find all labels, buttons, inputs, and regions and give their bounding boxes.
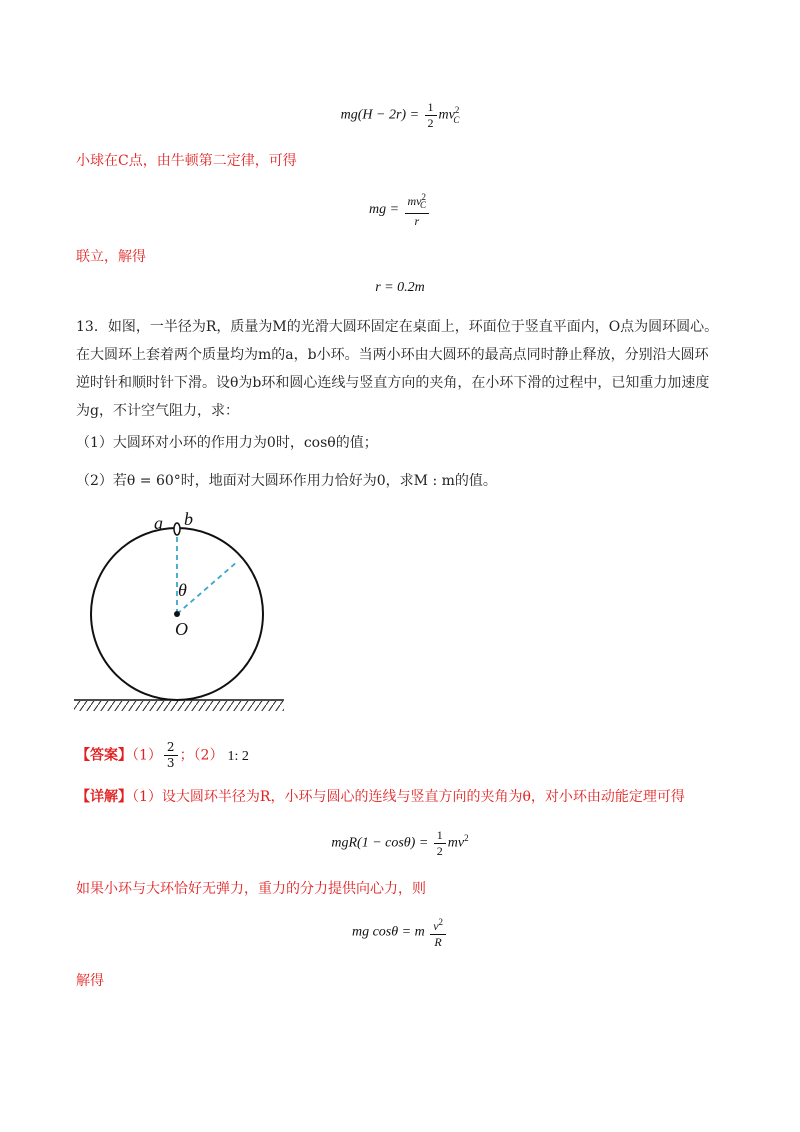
equation-energy-c: mg(H − 2r) = $\frac{1}{2}$ $mv^2_C$ (340, 100, 460, 130)
center-point (174, 611, 180, 617)
label-o: O (175, 619, 188, 639)
text-no-force: 如果小环与大环恰好无弹力，重力的分力提供向心力，则 (76, 881, 426, 897)
problem-line-1: 13．如图，一半径为R，质量为M的光滑大圆环固定在桌面上，环面位于竖直平面内，O点为圆环圆心。 (76, 319, 719, 335)
text-solve: 解得 (76, 973, 104, 989)
equation-centripetal: mg cosθ = m $\frac{v^2}{R}$ (0, 915, 800, 950)
ground-hatch (74, 701, 284, 711)
question-2: （2）若θ = 60°时，地面对大圆环作用力恰好为0，求M : m的值。 (76, 473, 497, 489)
equation-newton-c: mg = $\frac{mv^2_C}{r}$ (0, 190, 800, 229)
problem-line-4: 为g，不计空气阻力，求： (76, 403, 239, 419)
label-b: b (184, 509, 193, 529)
problem-line-2: 在大圆环上套着两个质量均为m的a，b小环。当两小环由大圆环的最高点同时静止释放，分别沿大圆环 (76, 347, 709, 363)
answer-line: 【答案】（1） $\frac{2}{3}$ ；（2） 1: 2 (76, 740, 249, 770)
equation-result-r: r = 0.2m (375, 280, 425, 295)
equation-energy-theorem: mgR(1 − cosθ) = $\frac{1}{2}$ $mv^2$ (331, 828, 469, 858)
text-newton-c: 小球在C点，由牛顿第二定律，可得 (76, 153, 297, 169)
label-a: a (154, 513, 163, 533)
question-1: （1）大圆环对小环的作用力为0时，cosθ的值； (76, 435, 378, 451)
small-rings (174, 523, 180, 535)
problem-line-3: 逆时针和顺时针下滑。设θ为b环和圆心连线与竖直方向的夹角，在小环下滑的过程中，已知重力加速度 (76, 375, 710, 391)
ring-figure (70, 505, 290, 720)
text-combine: 联立，解得 (76, 249, 146, 265)
label-theta: θ (178, 580, 187, 600)
detail-line: 【详解】（1）设大圆环半径为R，小环与圆心的连线与竖直方向的夹角为θ，对小环由动能定理可得 (76, 789, 685, 805)
